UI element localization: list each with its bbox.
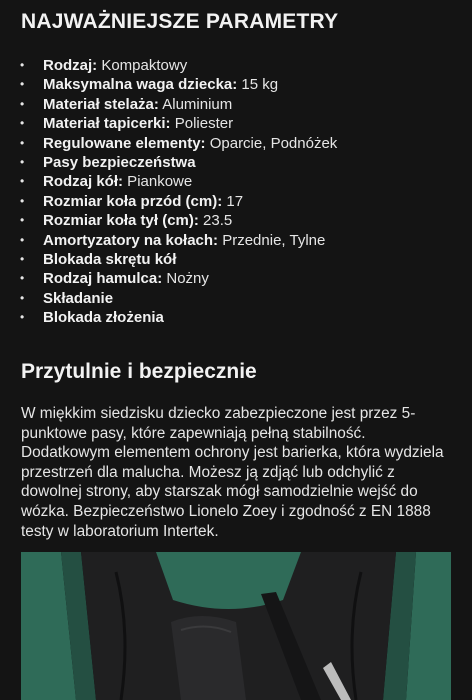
list-item — [0, 192, 472, 211]
param-key: Materiał stelaża: — [43, 95, 159, 113]
bullet-icon: • — [20, 193, 25, 208]
param-key: Blokada złożenia — [43, 309, 164, 327]
bullet-icon: • — [20, 77, 25, 92]
param-key: Materiał tapicerki: — [43, 115, 171, 133]
list-item — [0, 134, 472, 153]
param-value: Przednie, Tylne — [218, 231, 326, 249]
list-item — [0, 231, 472, 250]
param-key: Składanie — [43, 289, 114, 307]
param-value: Nożny — [162, 270, 209, 288]
bullet-icon: • — [20, 213, 25, 228]
param-key: Regulowane elementy: — [43, 134, 206, 152]
list-item — [0, 250, 472, 269]
param-value: Kompaktowy — [97, 57, 188, 74]
list-item — [0, 153, 472, 172]
list-item — [0, 56, 472, 75]
bullet-icon: • — [20, 96, 25, 111]
param-key: Pasy bezpieczeństwa — [43, 153, 196, 171]
list-item — [0, 308, 472, 327]
param-value: 23.5 — [198, 212, 233, 230]
param-value: Oparcie, Podnóżek — [205, 134, 338, 152]
list-item — [0, 75, 472, 94]
bullet-icon: • — [20, 232, 25, 247]
list-item — [0, 95, 472, 114]
param-key: Rozmiar koła tył (cm): — [43, 212, 199, 230]
list-item — [0, 211, 472, 230]
bullet-icon: • — [20, 174, 25, 189]
parameters-list — [0, 56, 472, 327]
section-title: NAJWAŻNIEJSZE PARAMETRY — [21, 10, 339, 33]
article-title: Przytulnie i bezpiecznie — [21, 360, 257, 383]
param-key: Amortyzatory na kołach: — [43, 231, 219, 249]
stroller-seat-photo — [21, 552, 451, 700]
bullet-icon: • — [20, 310, 25, 325]
param-key: Blokada skrętu kół — [43, 250, 177, 268]
article-body: W miękkim siedzisku dziecko zabezpieczone jest przez 5-punktowe pasy, które zapewniają pełną stabilność. Dodatkowym elementem ochrony jest barierka, która wydziela przestrzeń dla malucha. Możesz ją zdjąć lub odchylić z dowolnej strony, aby starszak mógł samodzielnie wejść do wózka. Bezpieczeństwo Lionelo Zoey i zgodność z EN 1888 testy w laboratorium Intertek. — [21, 405, 444, 540]
list-item — [0, 172, 472, 191]
list-item — [0, 114, 472, 133]
bullet-icon: • — [20, 58, 25, 72]
bullet-icon: • — [20, 154, 25, 169]
param-key: Rodzaj: — [43, 57, 98, 74]
param-key: Maksymalna waga dziecka: — [43, 76, 238, 94]
param-key: Rodzaj kół: — [43, 173, 124, 191]
stroller-seat-illustration — [21, 552, 451, 700]
bullet-icon: • — [20, 135, 25, 150]
bullet-icon: • — [20, 271, 25, 286]
param-key: Rozmiar koła przód (cm): — [43, 192, 223, 210]
list-item — [0, 269, 472, 288]
param-value: Piankowe — [123, 173, 193, 191]
param-value: 17 — [222, 192, 244, 210]
bullet-icon: • — [20, 251, 25, 266]
bullet-icon: • — [20, 290, 25, 305]
param-value: 15 kg — [237, 76, 279, 94]
param-key: Rodzaj hamulca: — [43, 270, 163, 288]
param-value: Poliester — [170, 115, 234, 133]
list-item — [0, 289, 472, 308]
bullet-icon: • — [20, 116, 25, 131]
param-value: Aluminium — [158, 95, 233, 113]
